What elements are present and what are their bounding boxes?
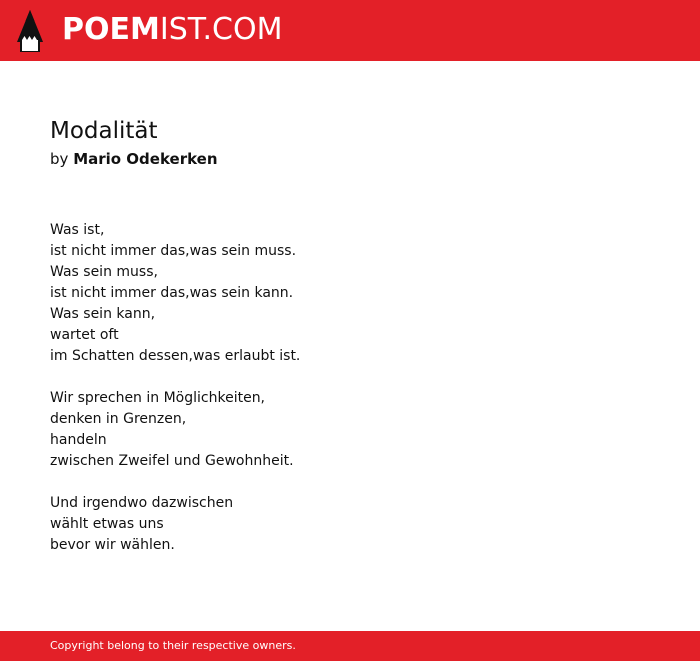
pencil-icon[interactable] [16, 9, 44, 53]
stanza [50, 388, 670, 472]
poem-line: ist nicht immer das,was sein muss. [50, 243, 297, 259]
poem-line: handeln [50, 432, 107, 448]
byline-prefix: by [50, 150, 69, 168]
poem-line: Was sein kann, [50, 306, 156, 322]
poem-line: Wir sprechen in Möglichkeiten, [50, 390, 266, 406]
poem-line: Was sein muss, [50, 264, 158, 280]
site-logo[interactable] [62, 12, 282, 48]
site-footer [0, 631, 700, 661]
poem-line: bevor wir wählen. [50, 537, 175, 553]
poem-line: ist nicht immer das,was sein kann. [50, 285, 294, 301]
stanza [50, 493, 670, 556]
poem-content [50, 116, 670, 577]
poem-line: wartet oft [50, 327, 119, 343]
poem-byline [50, 148, 670, 170]
copyright-notice: Copyright belong to their respective owners. [50, 639, 296, 652]
poem-line: wählt etwas uns [50, 516, 164, 532]
poem-line: denken in Grenzen, [50, 411, 187, 427]
poem-line: im Schatten dessen,was erlaubt ist. [50, 348, 301, 364]
poem-title: Modalität [50, 118, 158, 144]
poem-line: Und irgendwo dazwischen [50, 495, 234, 511]
poem-body [50, 220, 670, 556]
logo-text-strong: POEM [62, 12, 160, 47]
stanza [50, 220, 670, 367]
site-header [0, 0, 700, 61]
logo-text-light: IST.COM [159, 12, 283, 47]
poem-line: Was ist, [50, 222, 105, 238]
poem-author[interactable]: Mario Odekerken [73, 150, 218, 168]
poem-line: zwischen Zweifel und Gewohnheit. [50, 453, 294, 469]
